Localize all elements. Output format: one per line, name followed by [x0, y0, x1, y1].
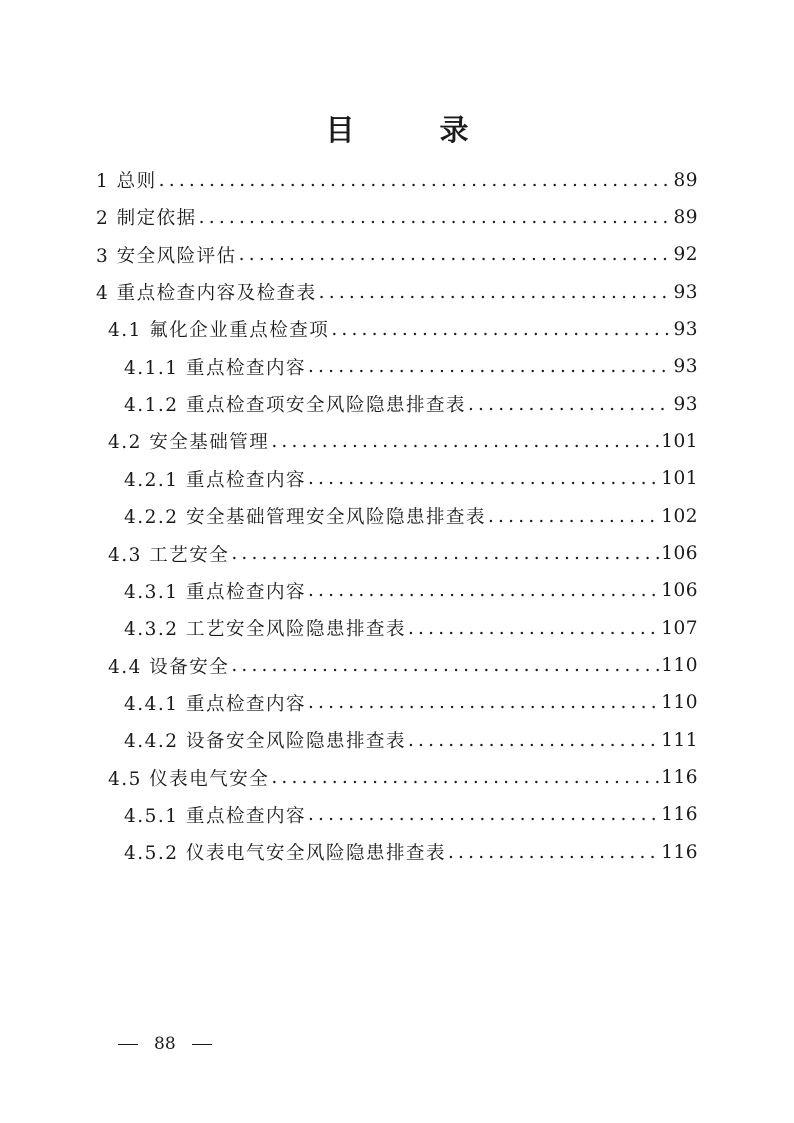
toc-entry-page: 110 [661, 655, 698, 677]
toc-entry[interactable] [108, 760, 698, 796]
toc-entry[interactable] [96, 237, 698, 273]
toc-leader-dots [231, 655, 659, 676]
toc-entry-label: 4.3.1 重点检查内容 [124, 581, 306, 603]
footer-dash-right [192, 1044, 212, 1045]
toc-entry-label: 4.2.2 安全基础管理安全风险隐患排查表 [124, 507, 486, 529]
toc-entry-label: 1 总则 [96, 171, 157, 192]
toc-entry[interactable] [124, 386, 698, 422]
toc-entry-label: 4.1.1 重点检查内容 [124, 357, 306, 379]
toc-entry-label: 2 制定依据 [96, 208, 197, 230]
toc-entry-label: 4.5.2 仪表电气安全风险隐患排查表 [124, 843, 446, 865]
footer-dash-left [118, 1044, 138, 1045]
toc-entry[interactable] [108, 536, 698, 572]
toc-leader-dots [488, 506, 659, 527]
toc-leader-dots [239, 244, 672, 265]
toc-entry[interactable] [124, 834, 698, 870]
toc-leader-dots [408, 730, 659, 751]
toc-entry-page: 93 [673, 318, 698, 340]
toc-entry-page: 106 [661, 580, 698, 602]
page-title: 目 录 [325, 113, 497, 147]
toc-entry-label: 4.1.2 重点检查项安全风险隐患排查表 [124, 395, 466, 417]
toc-entry[interactable] [108, 648, 698, 684]
toc-entry-page: 92 [673, 244, 698, 266]
toc-entry-page: 93 [673, 393, 698, 415]
toc-entry-page: 93 [673, 281, 698, 303]
toc-entry[interactable] [124, 498, 698, 534]
toc-entry-label: 4 重点检查内容及检查表 [96, 283, 317, 305]
toc-entry[interactable] [124, 610, 698, 646]
toc-entry-label: 4.4 设备安全 [108, 656, 230, 678]
toc-entry-page: 111 [661, 729, 698, 751]
toc-entry-page: 89 [673, 169, 698, 191]
toc-entry[interactable] [124, 722, 698, 758]
toc-entry-page: 101 [661, 468, 698, 490]
toc-entry[interactable] [124, 685, 698, 721]
toc-entry-label: 4.3 工艺安全 [108, 544, 230, 566]
toc-entry[interactable] [124, 461, 698, 497]
toc-leader-dots [271, 431, 659, 452]
toc-entry[interactable] [96, 199, 698, 235]
toc-entry-page: 106 [661, 543, 698, 564]
toc-leader-dots [468, 394, 671, 415]
toc-entry[interactable] [124, 797, 698, 833]
toc-entry-label: 4.1 氟化企业重点检查项 [108, 320, 330, 342]
toc-entry-page: 102 [661, 505, 698, 527]
toc-entry-page: 89 [673, 206, 698, 228]
toc-entry-page: 93 [673, 356, 698, 378]
toc-entry-label: 4.4.1 重点检查内容 [124, 693, 306, 715]
toc-leader-dots [308, 580, 659, 601]
toc-entry-page: 110 [661, 692, 698, 714]
toc-entry-label: 4.2 安全基础管理 [108, 432, 270, 454]
toc-entry-label: 4.4.2 设备安全风险隐患排查表 [124, 731, 406, 753]
toc-leader-dots [271, 767, 659, 788]
toc-entry-label: 4.5.1 重点检查内容 [124, 805, 306, 827]
toc-leader-dots [199, 207, 672, 228]
toc-leader-dots [231, 543, 659, 564]
toc-entry[interactable] [96, 274, 698, 310]
page-number: 88 [154, 1034, 176, 1054]
toc-leader-dots [308, 356, 671, 377]
toc-leader-dots [308, 692, 659, 713]
toc-entry-label: 3 安全风险评估 [96, 245, 237, 267]
toc-entry[interactable] [108, 423, 698, 459]
toc-entry-page: 116 [661, 841, 698, 863]
toc-entry-label: 4.3.2 工艺安全风险隐患排查表 [124, 619, 406, 641]
toc-entry-page: 107 [661, 617, 698, 639]
toc-entry[interactable] [124, 349, 698, 385]
toc-entry-page: 101 [661, 430, 698, 452]
toc-leader-dots [308, 468, 659, 489]
toc-leader-dots [331, 319, 671, 340]
toc-leader-dots [448, 842, 659, 863]
toc-leader-dots [319, 282, 672, 303]
toc-entry-page: 116 [661, 767, 698, 789]
toc-entry-label: 4.2.1 重点检查内容 [124, 469, 306, 491]
toc-leader-dots [159, 170, 672, 191]
toc-entry[interactable] [96, 162, 698, 198]
page-footer [118, 1034, 212, 1054]
toc-entry-label: 4.5 仪表电气安全 [108, 768, 270, 790]
toc-leader-dots [308, 804, 659, 825]
toc-entry-page: 116 [661, 804, 698, 826]
toc-entry[interactable] [124, 573, 698, 609]
toc-leader-dots [408, 618, 659, 639]
toc-entry[interactable] [108, 311, 698, 347]
